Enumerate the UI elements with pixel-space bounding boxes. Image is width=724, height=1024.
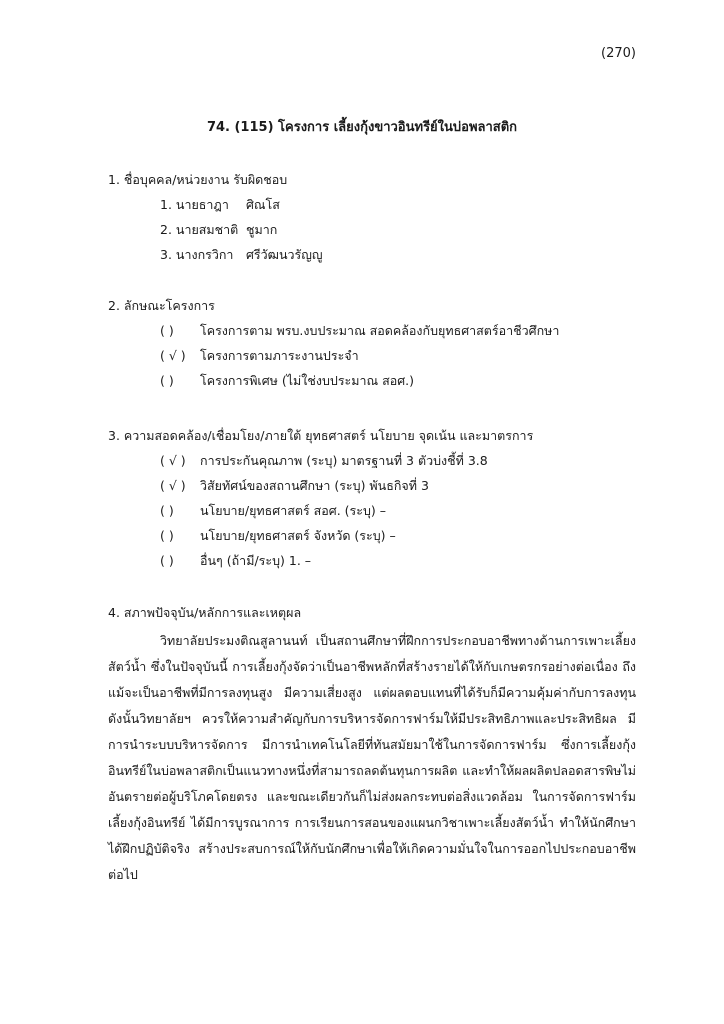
- section4-heading: 4. สภาพปัจจุบัน/หลักการและเหตุผล: [108, 605, 302, 620]
- person-name: 2. นายสมชาติ: [160, 222, 239, 237]
- page-number: (270): [601, 46, 636, 61]
- project-type-option: [160, 321, 559, 341]
- rationale-paragraph: วิทยาลัยประมงติณสูลานนท์ เป็นสถานศึกษาที่ฝึกการประกอบอาชีพทางด้านการเพาะเลี้ยงสัตว์น้ำ ซึ่งในปัจจุบันนี้ การเลี้ยงกุ้งจัดว่าเป็นอาชีพหลักที่สร้างรายได้ให้กับเกษตรกรอย่างต่อเนื่อง ถึงแม้จะเป็นอาชีพที่มีการลงทุนสูง มีความเสี่ยงสูง แต่ผลตอบแทนที่ได้รับก็มีความคุ้มค่ากับการลงทุน ดังนั้นวิทยาลัยฯ ควรให้ความสำคัญกับการบริหารจัดการฟาร์มให้มีประสิทธิภาพและประสิทธิผล มีการนำระบบบริหารจัดการ มีการนำเทคโนโลยีที่ทันสมัยมาใช้ในการจัดการฟาร์ม ซึ่งการเลี้ยงกุ้งอินทรีย์ในบ่อพลาสติกเป็นแนวทางหนึ่งที่สามารถลดต้นทุนการผลิต และทำให้ผลผลิตปลอดสารพิษไม่อันตรายต่อผู้บริโภคโดยตรง และขณะเดียวกันก็ไม่ส่งผลกระทบต่อสิ่งแวดล้อม ในการจัดการฟาร์มเลี้ยงกุ้งอินทรีย์ ได้มีการบูรณาการ การเรียนการสอนของแผนกวิชาเพาะเลี้ยงสัตว์น้ำ ทำให้นักศึกษาได้ฝึกปฏิบัติจริง สร้างประสบการณ์ให้กับนักศึกษาเพื่อให้เกิดความมั่นใจในการออกไปประกอบอาชีพต่อไป: [108, 633, 636, 882]
- person-surname: ศิณโส: [246, 197, 280, 212]
- checkbox-mark: ( ): [160, 553, 174, 568]
- section2-heading: 2. ลักษณะโครงการ: [108, 298, 215, 313]
- checkbox-mark: ( √ ): [160, 478, 186, 493]
- person-1: [160, 195, 280, 215]
- alignment-option: [160, 501, 386, 521]
- person-surname: ชูมาก: [246, 222, 278, 237]
- option-text: การประกันคุณภาพ (ระบุ) มาตรฐานที่ 3 ตัวบ่งชี้ที่ 3.8: [200, 453, 488, 468]
- project-type-option: [160, 346, 359, 366]
- option-text: นโยบาย/ยุทธศาสตร์ จังหวัด (ระบุ) –: [200, 528, 396, 543]
- alignment-option: [160, 526, 396, 546]
- person-3: [160, 245, 323, 265]
- option-text: วิสัยทัศน์ของสถานศึกษา (ระบุ) พันธกิจที่ 3: [200, 478, 429, 493]
- alignment-option: [160, 476, 429, 496]
- person-name: 3. นางกรวิกา: [160, 247, 234, 262]
- alignment-option: [160, 551, 311, 571]
- option-text: อื่นๆ (ถ้ามี/ระบุ) 1. –: [200, 553, 312, 568]
- checkbox-mark: ( ): [160, 528, 174, 543]
- checkbox-mark: ( √ ): [160, 453, 186, 468]
- project-title: 74. (115) โครงการ เลี้ยงกุ้งขาวอินทรีย์ในบ่อพลาสติก: [206, 120, 518, 135]
- option-text: โครงการตาม พรบ.งบประมาณ สอดคล้องกับยุทธศาสตร์อาชีวศึกษา: [200, 323, 560, 338]
- person-surname: ศรีวัฒนวรัญญู: [246, 247, 323, 262]
- checkbox-mark: ( ): [160, 373, 174, 388]
- section1-heading: 1. ชื่อบุคคล/หน่วยงาน รับผิดชอบ: [108, 172, 288, 187]
- checkbox-mark: ( ): [160, 503, 174, 518]
- option-text: โครงการตามภาระงานประจำ: [200, 348, 359, 363]
- project-type-option: [160, 371, 414, 391]
- person-2: [160, 220, 277, 240]
- alignment-option: [160, 451, 488, 471]
- section3-heading: 3. ความสอดคล้อง/เชื่อมโยง/ภายใต้ ยุทธศาสตร์ นโยบาย จุดเน้น และมาตรการ: [108, 428, 534, 443]
- checkbox-mark: ( √ ): [160, 348, 186, 363]
- option-text: โครงการพิเศษ (ไม่ใช่งบประมาณ สอศ.): [200, 373, 414, 388]
- person-name: 1. นายธาฎา: [160, 197, 229, 212]
- checkbox-mark: ( ): [160, 323, 174, 338]
- option-text: นโยบาย/ยุทธศาสตร์ สอศ. (ระบุ) –: [200, 503, 387, 518]
